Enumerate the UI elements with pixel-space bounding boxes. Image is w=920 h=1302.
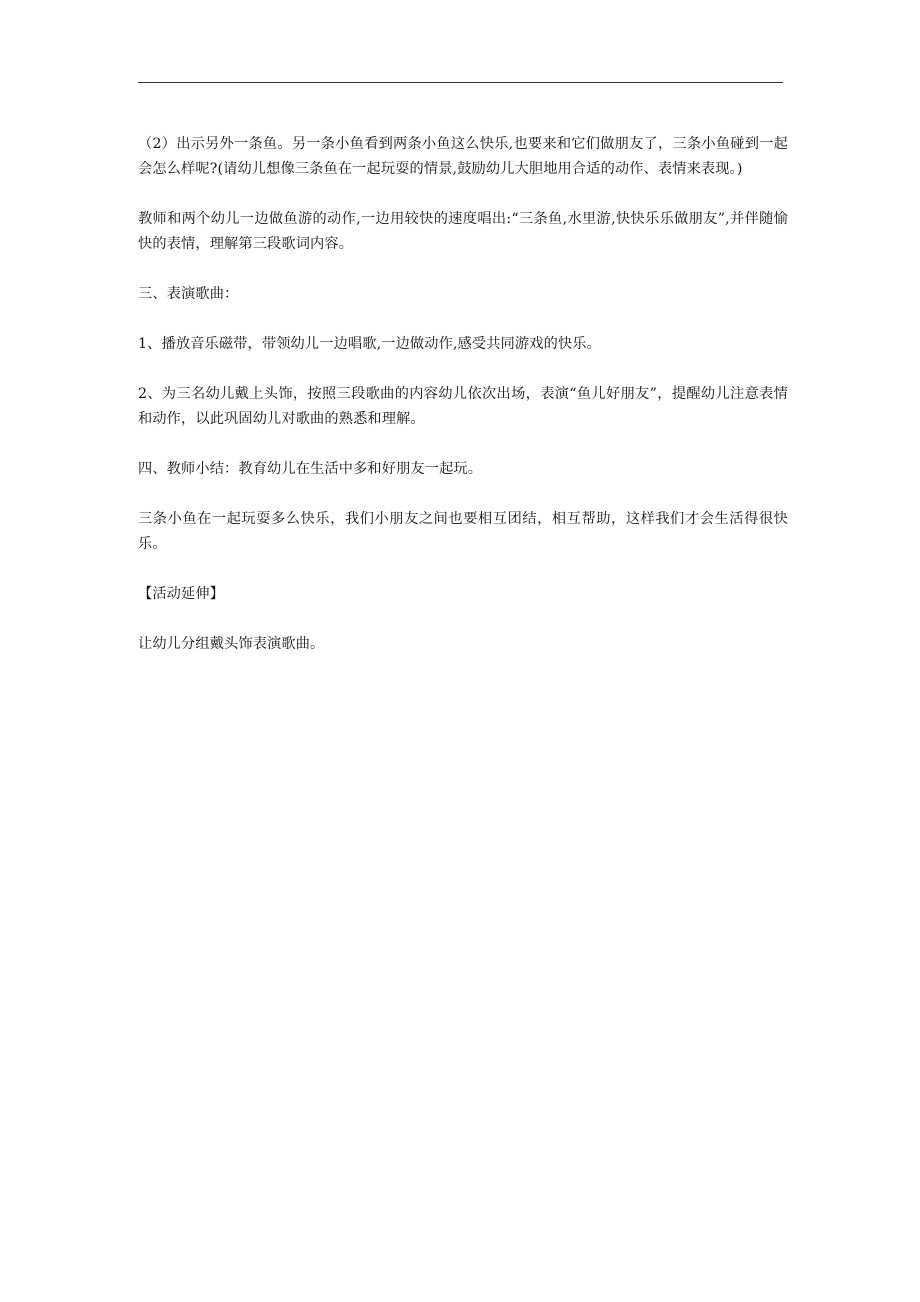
document-body [138,132,788,657]
section-heading-perform: 三、表演歌曲： [138,286,239,302]
header-rule [138,82,783,83]
paragraph-step-2: 2、为三名幼儿戴上头饰，按照三段歌曲的内容幼儿依次出场，表演“鱼儿好朋友”，提醒幼儿注意表情和动作，以此巩固幼儿对歌曲的熟悉和理解。 [138,386,788,427]
paragraph-teacher-demo: 教师和两个幼儿一边做鱼游的动作,一边用较快的速度唱出:“三条鱼,水里游,快快乐乐做朋友”,并伴随愉快的表情，理解第三段歌词内容。 [138,211,788,252]
section-heading-extension: 【活动延伸】 [138,586,225,602]
section-heading-summary: 四、教师小结：教育幼儿在生活中多和好朋友一起玩。 [138,461,483,477]
paragraph-third-fish: （2）出示另外一条鱼。另一条小鱼看到两条小鱼这么快乐,也要来和它们做朋友了，三条小鱼碰到一起会怎么样呢?(请幼儿想像三条鱼在一起玩耍的情景,鼓励幼儿大胆地用合适的动作、表情来表现。) [138,136,788,177]
paragraph-step-1: 1、播放音乐磁带，带领幼儿一边唱歌,一边做动作,感受共同游戏的快乐。 [138,336,601,352]
paragraph-summary: 三条小鱼在一起玩耍多么快乐，我们小朋友之间也要相互团结，相互帮助，这样我们才会生活得很快乐。 [138,511,788,552]
paragraph-extension: 让幼儿分组戴头饰表演歌曲。 [138,636,325,652]
